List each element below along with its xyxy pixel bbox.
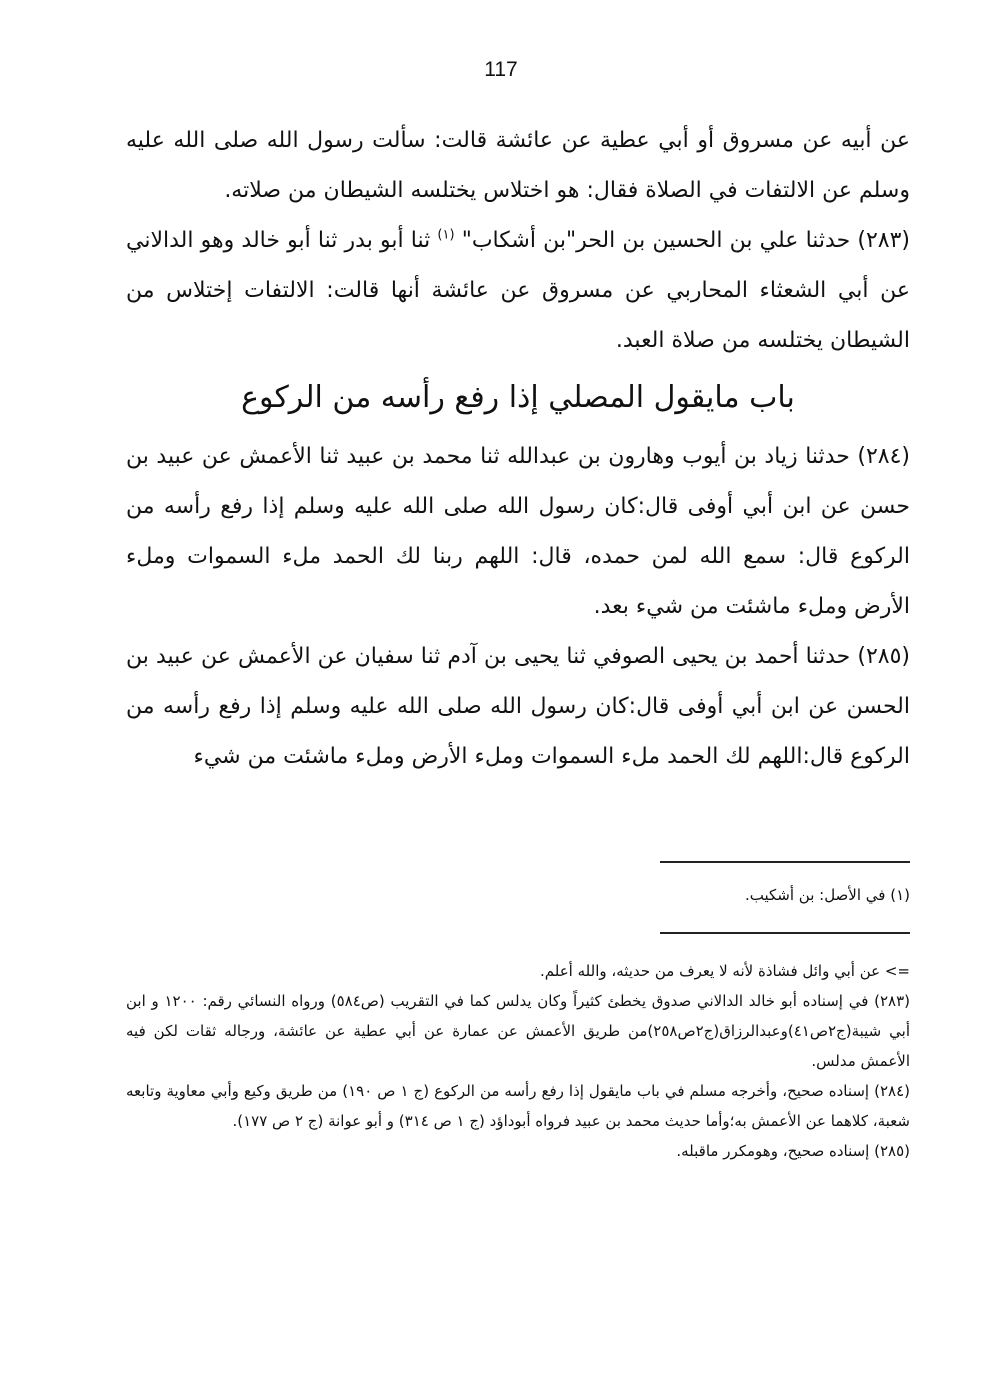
chapter-heading: باب مايقول المصلي إذا رفع رأسه من الركوع — [241, 380, 795, 415]
commentary-notes — [126, 956, 910, 1166]
page-number: 117 — [484, 58, 518, 81]
commentary-note-283: (٢٨٣) في إسناده أبو خالد الدالاني صدوق يخطئ كثيراً وكان يدلس كما في التقريب (ص٥٨٤) ورواه النسائي رقم: ١٢٠٠ و ابن أبي شيبة(ج٢ص٤١)وعبدالرزاق(ج٢ص٢٥٨)من طريق الأعمش عن عمارة عن أبي عطية عن عائشة، ورجاله ثقات لكن فيه الأعمش مدلس. — [126, 992, 911, 1070]
footnote-divider — [660, 861, 910, 863]
commentary-note-284: (٢٨٤) إسناده صحيح، وأخرجه مسلم في باب مايقول إذا رفع رأسه من الركوع (ج ١ ص ١٩٠) من طريق وكيع وأبي معاوية وتابعه شعبة، كلاهما عن الأعمش به؛وأما حديث محمد بن عبيد فرواه أبوداؤد (ج ١ ص ٣١٤) و أبو عوانة (ج ٢ ص ١٧٧). — [126, 1082, 911, 1130]
commentary-note-285: (٢٨٥) إسناده صحيح، وهومكرر ماقبله. — [676, 1142, 910, 1160]
commentary-divider — [660, 932, 910, 934]
footnote-1: (١) في الأصل: بن أشكيب. — [744, 886, 910, 904]
main-text — [126, 116, 910, 782]
footnote-marker-1: (١) — [437, 227, 455, 243]
paragraph-continuation: عن أبيه عن مسروق أو أبي عطية عن عائشة قالت: سألت رسول الله صلى الله عليه وسلم عن الالتفات في الصلاة فقال: هو اختلاس يختلسه الشيطان من صلاته. — [126, 128, 910, 203]
paragraph-283-text-end: ثنا أبو بدر ثنا أبو خالد وهو الدالاني عن أبي الشعثاء المحاربي عن مسروق عن عائشة أنها قالت: الالتفات إختلاس من الشيطان يختلسه من صلاة العبد. — [126, 228, 910, 353]
paragraph-285: (٢٨٥) حدثنا أحمد بن يحيى الصوفي ثنا يحيى بن آدم ثنا سفيان عن الأعمش عن عبيد بن الحسن عن ابن أبي أوفى قال:كان رسول الله صلى الله عليه وسلم إذا رفع رأسه من الركوع قال:اللهم لك الحمد ملء السموات وملء الأرض وملء ماشئت من شيء — [126, 644, 910, 769]
paragraph-284: (٢٨٤) حدثنا زياد بن أيوب وهارون بن عبدالله ثنا محمد بن عبيد ثنا الأعمش عن عبيد بن حسن عن ابن أبي أوفى قال:كان رسول الله صلى الله عليه وسلم إذا رفع رأسه من الركوع قال: سمع الله لمن حمده، قال: اللهم ربنا لك الحمد ملء السموات وملء الأرض وملء ماشئت من شيء بعد. — [126, 444, 910, 619]
paragraph-283-text-start: (٢٨٣) حدثنا علي بن الحسين بن الحر"بن أشكاب" — [461, 228, 910, 253]
paragraph-283 — [126, 216, 910, 366]
commentary-note-continuation: => عن أبي وائل فشاذة لأنه لا يعرف من حديثه، والله أعلم. — [540, 962, 910, 980]
